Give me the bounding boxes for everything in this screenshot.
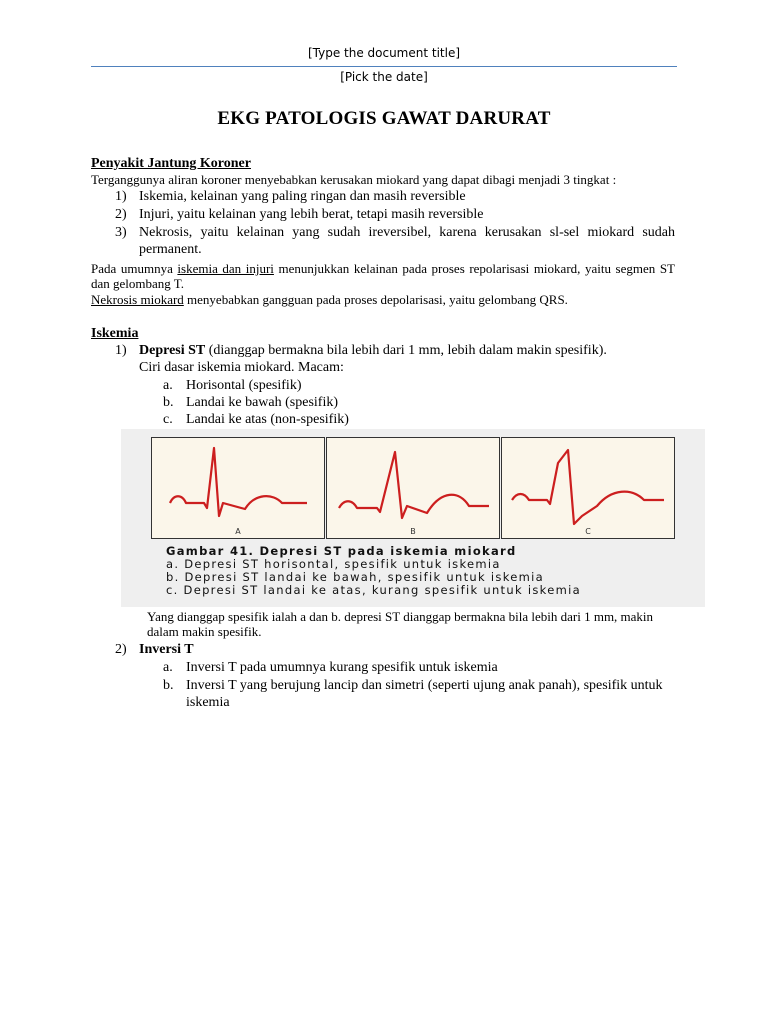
panel-label: B bbox=[410, 527, 416, 536]
sub-letter: b. bbox=[163, 395, 174, 410]
sub-letter: a. bbox=[163, 378, 173, 393]
section-intro: Terganggunya aliran koroner menyebabkan kerusakan miokard yang dapat dibagi menjadi 3 tingkat : bbox=[91, 172, 617, 187]
document-title-placeholder[interactable]: [Type the document title] bbox=[307, 46, 461, 60]
section-heading-pjk: Penyakit Jantung Koroner bbox=[91, 156, 251, 171]
panel-label: A bbox=[235, 527, 241, 536]
list-item-depresi-st: Depresi ST (dianggap bermakna bila lebih dari 1 mm, lebih dalam makin spesifik). bbox=[139, 343, 607, 358]
list-number: 3) bbox=[115, 225, 127, 240]
ecg-panel-a bbox=[151, 437, 325, 539]
ecg-panel-b bbox=[326, 437, 500, 539]
list-number: 2) bbox=[115, 642, 127, 657]
figure-caption-line: a. Depresi ST horisontal, spesifik untuk iskemia bbox=[166, 557, 501, 571]
list-item: Iskemia, kelainan yang paling ringan dan masih reversible bbox=[139, 189, 466, 204]
sub-letter: b. bbox=[163, 678, 174, 693]
header-divider bbox=[91, 66, 677, 67]
sub-item: Inversi T pada umumnya kurang spesifik untuk iskemia bbox=[186, 660, 498, 675]
ecg-trace-a bbox=[152, 438, 324, 538]
paragraph-depolarisasi: Nekrosis miokard menyebabkan gangguan pada proses depolarisasi, yaitu gelombang QRS. bbox=[91, 292, 568, 307]
list-item: Nekrosis, yaitu kelainan yang sudah ireversibel, karena kerusakan sl-sel miokard sudah permanent. bbox=[139, 225, 675, 257]
underlined-term: Nekrosis miokard bbox=[91, 292, 184, 307]
ecg-panel-c bbox=[501, 437, 675, 539]
ecg-trace-b bbox=[327, 438, 499, 538]
sub-item: Landai ke atas (non-spesifik) bbox=[186, 412, 349, 427]
section-heading-iskemia: Iskemia bbox=[91, 326, 139, 341]
sub-item: Inversi T yang berujung lancip dan simetri (seperti ujung anak panah), spesifik untuk iskemia bbox=[186, 678, 663, 710]
figure-note: Yang dianggap spesifik ialah a dan b. depresi ST dianggap bermakna bila lebih dari 1 mm, makin dalam makin spesifik. bbox=[147, 609, 654, 639]
sub-item: Horisontal (spesifik) bbox=[186, 378, 302, 393]
main-title: EKG PATOLOGIS GAWAT DARURAT bbox=[217, 108, 551, 129]
underlined-term: iskemia dan injuri bbox=[177, 261, 274, 276]
ecg-trace-c bbox=[502, 438, 674, 538]
list-number: 2) bbox=[115, 207, 127, 222]
list-item-continuation: Ciri dasar iskemia miokard. Macam: bbox=[139, 360, 344, 375]
sub-item: Landai ke bawah (spesifik) bbox=[186, 395, 338, 410]
figure-caption-line: b. Depresi ST landai ke bawah, spesifik untuk iskemia bbox=[166, 570, 544, 584]
list-item: Injuri, yaitu kelainan yang lebih berat, tetapi masih reversible bbox=[139, 207, 484, 222]
list-number: 1) bbox=[115, 189, 127, 204]
figure-caption-title: Gambar 41. Depresi ST pada iskemia miokard bbox=[166, 544, 517, 558]
sub-letter: c. bbox=[163, 412, 173, 427]
panel-label: C bbox=[585, 527, 591, 536]
list-item-inversi-t: Inversi T bbox=[139, 642, 194, 657]
paragraph-repolarisasi: Pada umumnya iskemia dan injuri menunjukkan kelainan pada proses repolarisasi miokard, yaitu segmen ST dan gelombang T. bbox=[91, 261, 675, 291]
figure-caption-line: c. Depresi ST landai ke atas, kurang spesifik untuk iskemia bbox=[166, 583, 581, 597]
document-date-placeholder[interactable]: [Pick the date] bbox=[340, 70, 428, 84]
list-number: 1) bbox=[115, 343, 127, 358]
sub-letter: a. bbox=[163, 660, 173, 675]
ecg-figure bbox=[121, 429, 705, 607]
